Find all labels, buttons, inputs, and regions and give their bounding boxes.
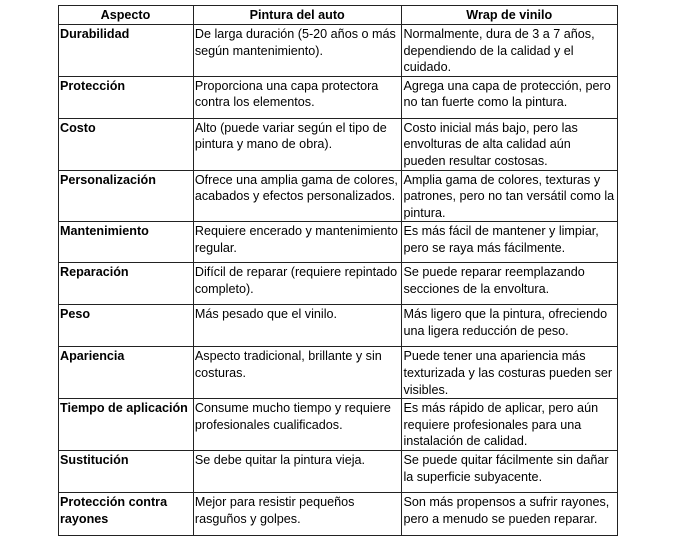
table-row xyxy=(59,450,618,492)
paint-cell: Requiere encerado y mantenimiento regular. xyxy=(193,222,402,263)
aspect-cell: Peso xyxy=(59,305,194,347)
paint-cell: Mejor para resistir pequeños rasguños y golpes. xyxy=(193,492,402,535)
paint-cell: Aspecto tradicional, brillante y sin costuras. xyxy=(193,347,402,399)
aspect-cell: Mantenimiento xyxy=(59,222,194,263)
paint-cell: Alto (puede variar según el tipo de pintura y mano de obra). xyxy=(193,118,402,170)
paint-cell: De larga duración (5-20 años o más según mantenimiento). xyxy=(193,25,402,77)
wrap-cell: Se puede quitar fácilmente sin dañar la superficie subyacente. xyxy=(402,450,618,492)
wrap-cell: Son más propensos a sufrir rayones, pero a menudo se pueden reparar. xyxy=(402,492,618,535)
wrap-cell: Costo inicial más bajo, pero las envolturas de alta calidad aún pueden resultar costosas. xyxy=(402,118,618,170)
aspect-cell: Durabilidad xyxy=(59,25,194,77)
aspect-cell: Apariencia xyxy=(59,347,194,399)
header-paint: Pintura del auto xyxy=(193,6,402,25)
header-aspect: Aspecto xyxy=(59,6,194,25)
wrap-cell: Es más rápido de aplicar, pero aún requiere profesionales para una instalación de calidad. xyxy=(402,399,618,451)
paint-cell: Difícil de reparar (requiere repintado completo). xyxy=(193,263,402,305)
table-row xyxy=(59,222,618,263)
table-row xyxy=(59,263,618,305)
header-row xyxy=(59,6,618,25)
table-row xyxy=(59,118,618,170)
table-row xyxy=(59,492,618,535)
wrap-cell: Es más fácil de mantener y limpiar, pero se raya más fácilmente. xyxy=(402,222,618,263)
table-row xyxy=(59,305,618,347)
header-wrap: Wrap de vinilo xyxy=(402,6,618,25)
aspect-cell: Protección xyxy=(59,76,194,118)
aspect-cell: Sustitución xyxy=(59,450,194,492)
wrap-cell: Se puede reparar reemplazando secciones de la envoltura. xyxy=(402,263,618,305)
aspect-cell: Reparación xyxy=(59,263,194,305)
aspect-cell: Costo xyxy=(59,118,194,170)
wrap-cell: Normalmente, dura de 3 a 7 años, dependiendo de la calidad y el cuidado. xyxy=(402,25,618,77)
aspect-cell: Personalización xyxy=(59,170,194,222)
paint-cell: Ofrece una amplia gama de colores, acabados y efectos personalizados. xyxy=(193,170,402,222)
table-row xyxy=(59,25,618,77)
table-row xyxy=(59,399,618,451)
wrap-cell: Puede tener una apariencia más texturizada y las costuras pueden ser visibles. xyxy=(402,347,618,399)
paint-cell: Consume mucho tiempo y requiere profesionales cualificados. xyxy=(193,399,402,451)
paint-cell: Más pesado que el vinilo. xyxy=(193,305,402,347)
wrap-cell: Más ligero que la pintura, ofreciendo una ligera reducción de peso. xyxy=(402,305,618,347)
paint-cell: Se debe quitar la pintura vieja. xyxy=(193,450,402,492)
table-row xyxy=(59,170,618,222)
wrap-cell: Agrega una capa de protección, pero no tan fuerte como la pintura. xyxy=(402,76,618,118)
comparison-table xyxy=(58,5,618,536)
paint-cell: Proporciona una capa protectora contra los elementos. xyxy=(193,76,402,118)
aspect-cell: Protección contra rayones xyxy=(59,492,194,535)
table-row xyxy=(59,347,618,399)
wrap-cell: Amplia gama de colores, texturas y patrones, pero no tan versátil como la pintura. xyxy=(402,170,618,222)
table-row xyxy=(59,76,618,118)
aspect-cell: Tiempo de aplicación xyxy=(59,399,194,451)
